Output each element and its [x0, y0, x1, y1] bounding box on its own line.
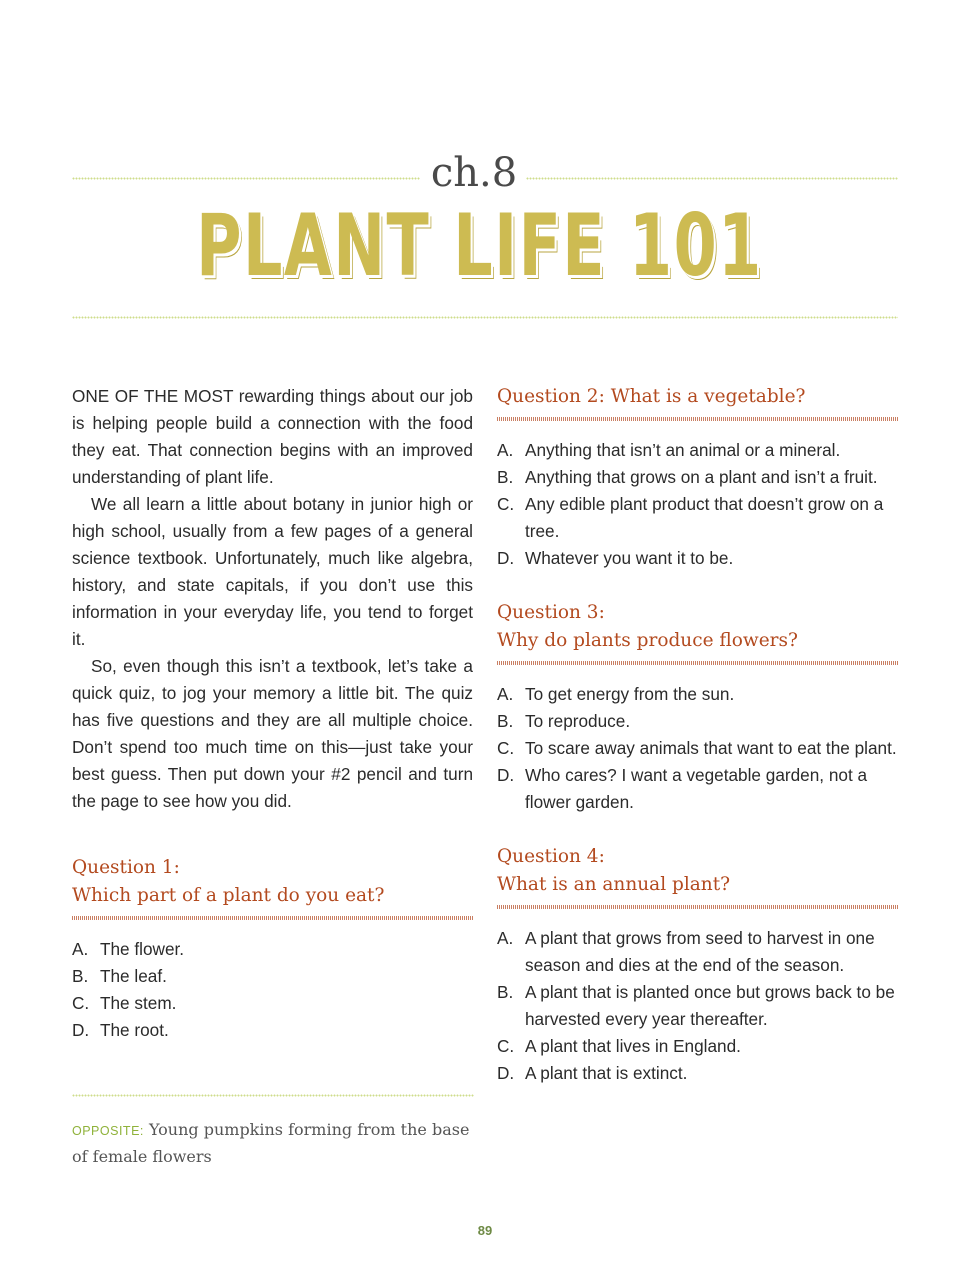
answer-letter: A.: [497, 928, 514, 948]
answer-text: The flower.: [100, 939, 185, 959]
answer-text: Any edible plant product that doesn’t grow on a tree.: [525, 494, 884, 541]
answer-item: [497, 1060, 899, 1087]
question-1-answers: [72, 936, 473, 1044]
question-4: [497, 843, 899, 1087]
question-2-label: Question 2: What is a vegetable?: [497, 386, 806, 407]
caption-rule: [72, 1094, 474, 1097]
answer-letter: B.: [72, 966, 89, 986]
answer-letter: B.: [497, 711, 514, 731]
right-column: [497, 383, 899, 1087]
answer-letter: C.: [497, 1036, 515, 1056]
answer-text: Anything that isn’t an animal or a mineral.: [525, 440, 841, 460]
question-2-answers: [497, 437, 899, 572]
intro-paragraph-1-text: rewarding things about our job is helping people build a connection with the food they eat. That connection begins with an improved understanding of plant life.: [72, 386, 473, 487]
answer-item: [497, 762, 899, 816]
question-2-heading: [497, 383, 899, 417]
answer-letter: C.: [72, 993, 90, 1013]
answer-text: To get energy from the sun.: [525, 684, 735, 704]
chapter-title: PLANT LIFE 101: [196, 196, 763, 296]
title-rule-bottom: [72, 316, 898, 319]
answer-text: The root.: [100, 1020, 169, 1040]
answer-item: [72, 963, 473, 990]
answer-letter: A.: [72, 939, 89, 959]
question-1-heading: [72, 854, 473, 916]
answer-text: Who cares? I want a vegetable garden, not a flower garden.: [525, 765, 868, 812]
question-2-rule: [497, 417, 899, 421]
question-4-rule: [497, 905, 899, 909]
page-number: 89: [477, 1223, 493, 1238]
answer-text: To reproduce.: [525, 711, 631, 731]
answer-item: [72, 1017, 473, 1044]
question-3-label: Question 3:: [497, 602, 605, 623]
answer-item: [72, 936, 473, 963]
question-3-text: Why do plants produce flowers?: [497, 630, 798, 651]
caption-label: OPPOSITE:: [72, 1124, 144, 1138]
answer-item: [497, 708, 899, 735]
question-1-text: Which part of a plant do you eat?: [72, 885, 385, 906]
answer-item: [497, 979, 899, 1033]
answer-letter: C.: [497, 494, 515, 514]
answer-item: [497, 464, 899, 491]
answer-letter: B.: [497, 467, 514, 487]
intro-paragraph-3: So, even though this isn’t a textbook, let’s take a quick quiz, to jog your memory a little bit. The quiz has five questions and they are all multiple choice. Don’t spend too much time on this—just take your best guess. Then put down your #2 pencil and turn the page to see how you did.: [72, 656, 473, 811]
answer-text: A plant that lives in England.: [525, 1036, 741, 1056]
header-rule-left: [72, 177, 420, 180]
question-4-label: Question 4:: [497, 846, 605, 867]
answer-text: A plant that is planted once but grows back to be harvested every year thereafter.: [525, 982, 895, 1029]
question-4-answers: [497, 925, 899, 1087]
photo-caption: [72, 1117, 474, 1169]
answer-letter: D.: [497, 548, 515, 568]
chapter-label: ch.8: [430, 150, 518, 196]
intro-paragraph-2: We all learn a little about botany in junior high or high school, usually from a few pages of a general science textbook. Unfortunately, much like algebra, history, and state capitals, if you don’t use this information in your everyday life, you tend to forget it.: [72, 494, 473, 649]
question-3-rule: [497, 661, 899, 665]
answer-letter: A.: [497, 684, 514, 704]
answer-item: [72, 990, 473, 1017]
question-1: [72, 854, 473, 1044]
question-3-heading: [497, 599, 899, 661]
answer-text: Anything that grows on a plant and isn’t a fruit.: [525, 467, 878, 487]
answer-text: Whatever you want it to be.: [525, 548, 734, 568]
question-1-label: Question 1:: [72, 857, 180, 878]
question-3-answers: [497, 681, 899, 816]
question-3: [497, 599, 899, 816]
intro-text: [72, 383, 473, 815]
answer-text: A plant that is extinct.: [525, 1063, 688, 1083]
header-rule-right: [526, 177, 898, 180]
question-4-text: What is an annual plant?: [497, 874, 731, 895]
answer-letter: B.: [497, 982, 514, 1002]
answer-text: The stem.: [100, 993, 177, 1013]
answer-text: The leaf.: [100, 966, 167, 986]
answer-item: [497, 681, 899, 708]
answer-letter: D.: [497, 765, 515, 785]
intro-paragraph-1: [72, 383, 473, 491]
answer-item: [497, 545, 899, 572]
left-column: [72, 383, 473, 1044]
answer-letter: A.: [497, 440, 514, 460]
answer-text: A plant that grows from seed to harvest in one season and dies at the end of the season.: [525, 928, 875, 975]
answer-letter: D.: [72, 1020, 90, 1040]
answer-item: [497, 1033, 899, 1060]
answer-item: [497, 437, 899, 464]
answer-item: [497, 491, 899, 545]
answer-item: [497, 925, 899, 979]
answer-letter: C.: [497, 738, 515, 758]
question-1-rule: [72, 916, 473, 920]
question-4-heading: [497, 843, 899, 905]
caption-text: Young pumpkins forming from the base of female flowers: [72, 1120, 470, 1166]
lead-in-caps: ONE OF THE MOST: [72, 386, 234, 406]
question-2: [497, 383, 899, 572]
answer-item: [497, 735, 899, 762]
answer-letter: D.: [497, 1063, 515, 1083]
answer-text: To scare away animals that want to eat the plant.: [525, 738, 897, 758]
